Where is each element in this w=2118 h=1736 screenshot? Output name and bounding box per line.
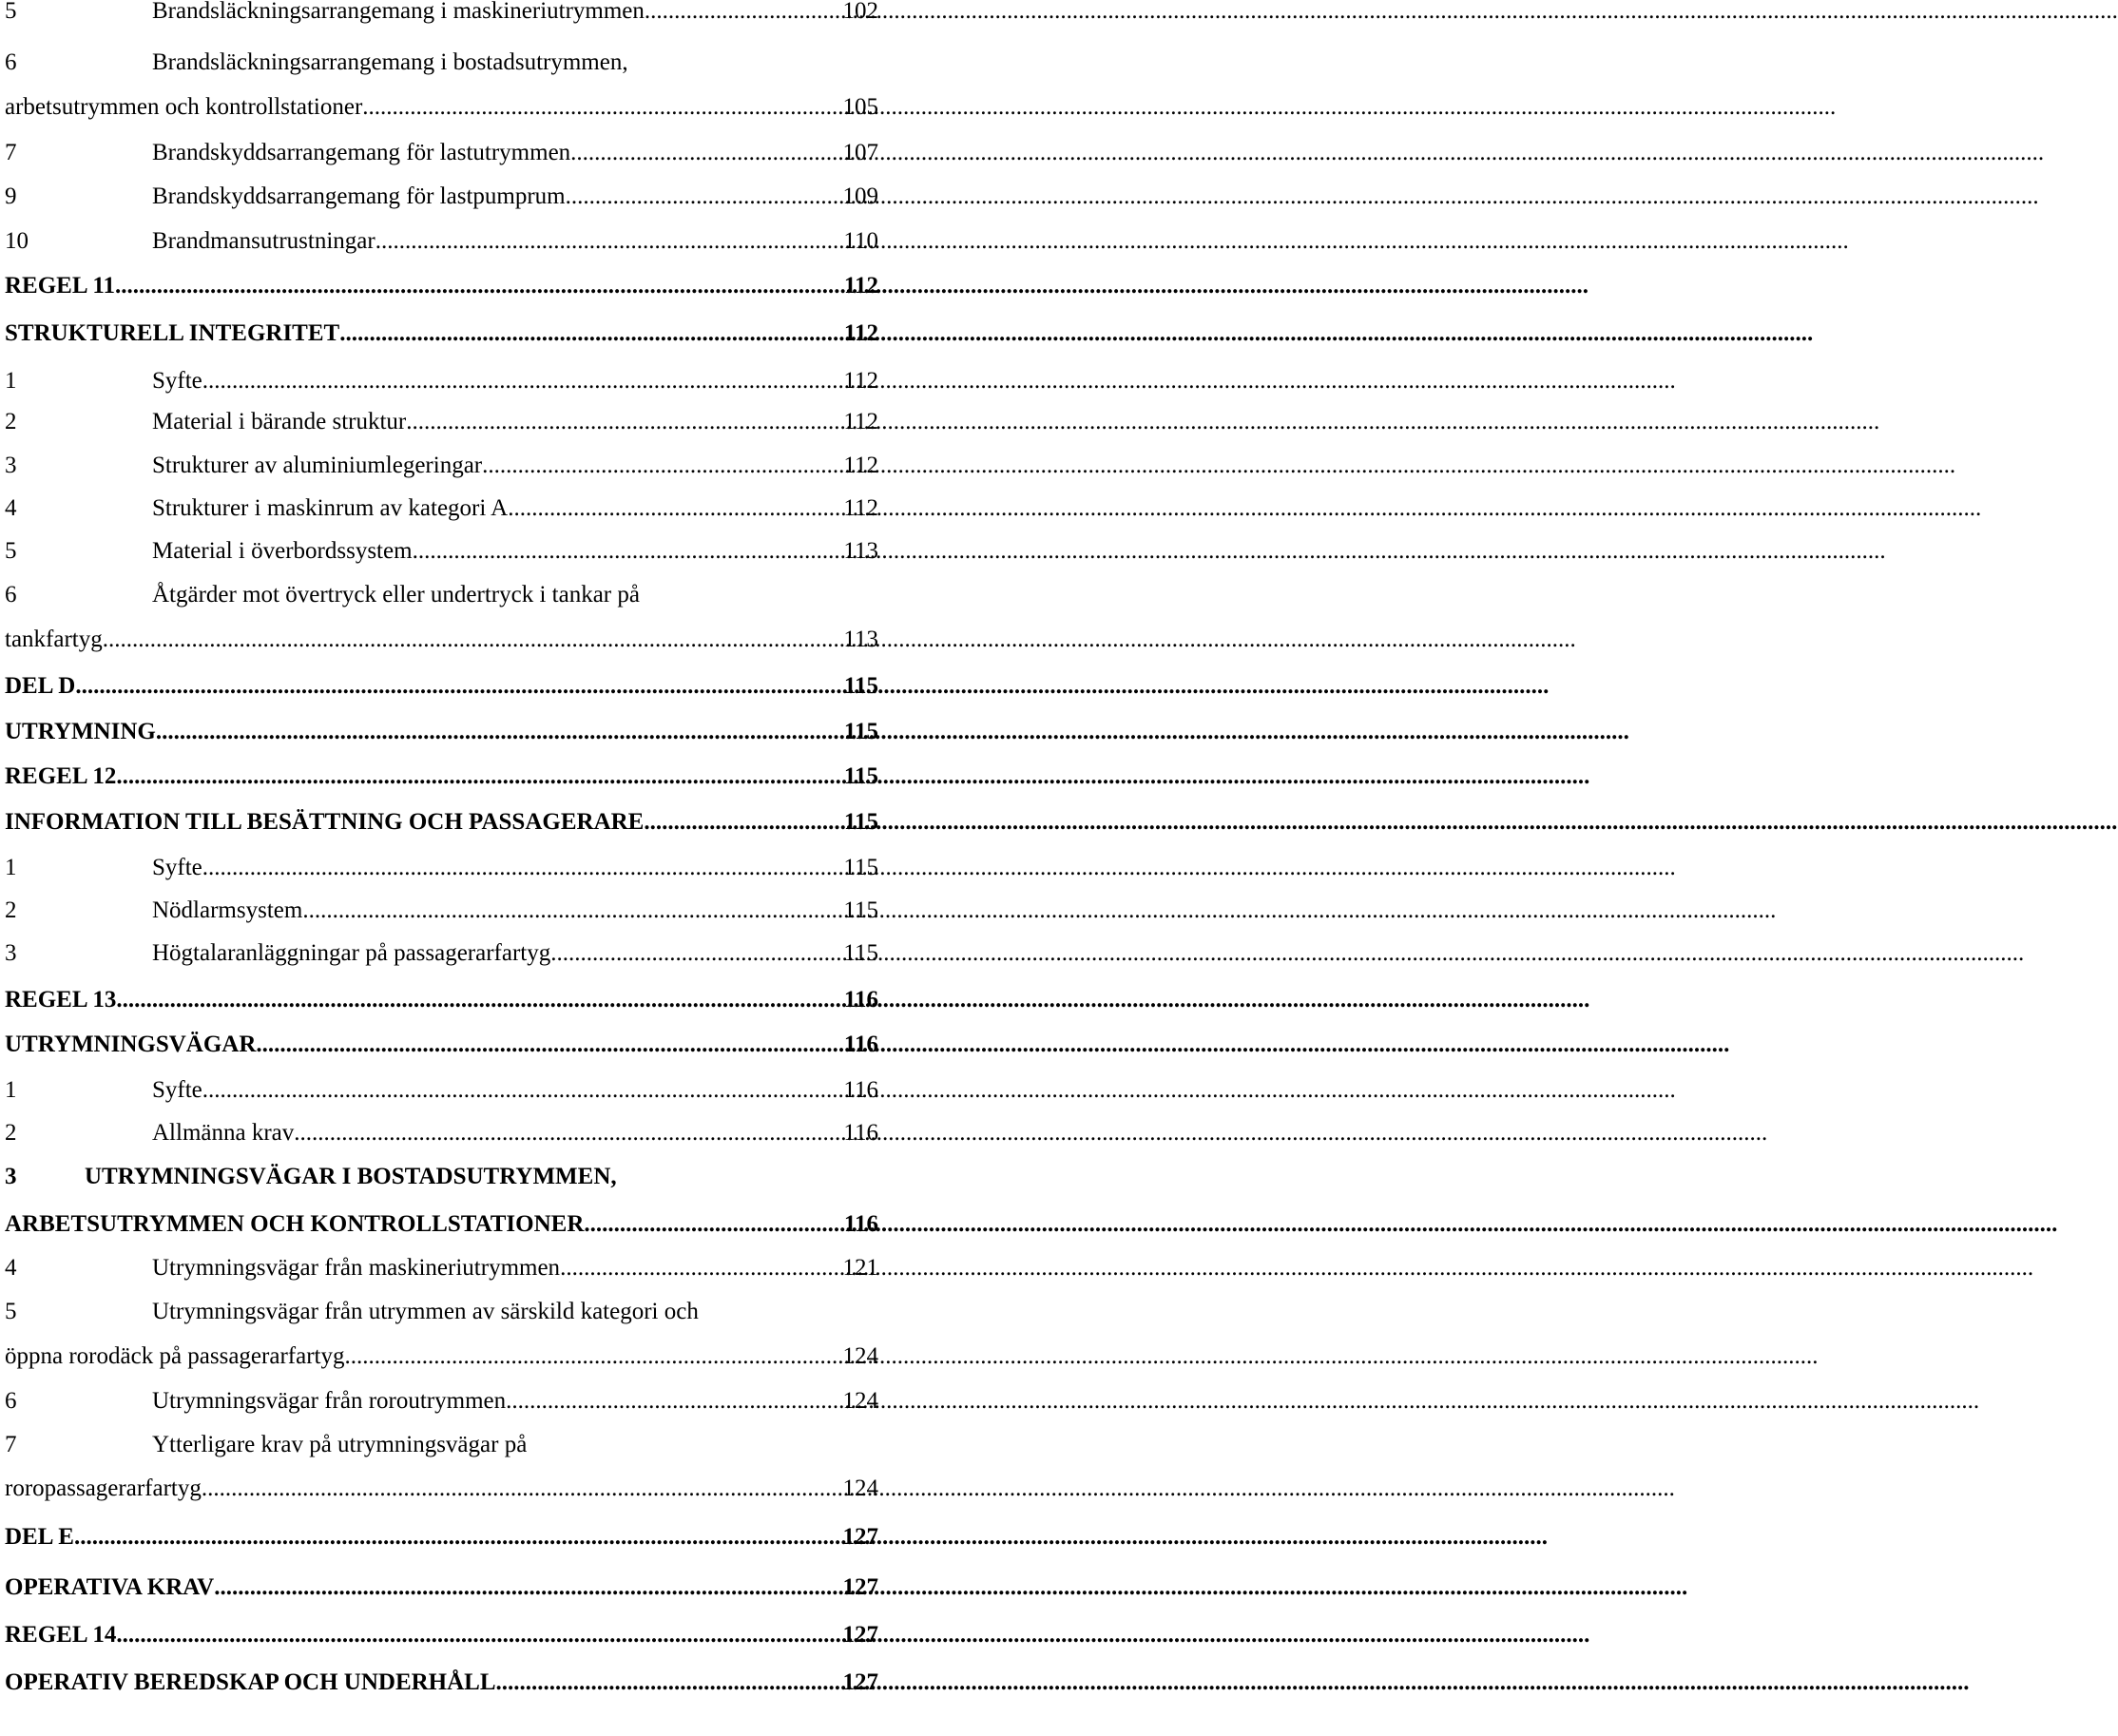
toc-dot-leader — [566, 178, 843, 216]
toc-entry-page-number: 115 — [843, 673, 878, 699]
toc-dot-leader — [202, 362, 844, 400]
toc-entry-number: 4 — [5, 495, 17, 521]
toc-entry-number: 7 — [5, 140, 17, 165]
toc-entry-page-number: 116 — [843, 1032, 878, 1057]
toc-entry — [5, 0, 878, 30]
toc-dot-leader — [115, 267, 844, 305]
toc-entry-number: 5 — [5, 538, 17, 564]
toc-dot-leader — [202, 1470, 843, 1508]
toc-entry-title: Högtalaranläggningar på passagerarfartyg — [152, 940, 551, 966]
toc-entry-page-number: 124 — [842, 1476, 878, 1501]
toc-entry — [5, 1071, 878, 1109]
toc-entry-title: Ytterligare krav på utrymningsvägar på — [152, 1432, 528, 1457]
toc-entry-title: REGEL 13 — [5, 987, 117, 1013]
toc-dot-leader — [413, 532, 844, 570]
toc-entry — [5, 1382, 878, 1420]
toc-entry-title: INFORMATION TILL BESÄTTNING OCH PASSAGERARE — [5, 809, 645, 835]
toc-entry-title: Brandsläckningsarrangemang i bostadsutrymmen, — [152, 49, 628, 75]
toc-entry — [5, 1426, 878, 1464]
toc-entry-number: 10 — [5, 228, 29, 254]
toc-entry-title: UTRYMNINGSVÄGAR — [5, 1032, 257, 1057]
toc-entry — [5, 88, 878, 126]
toc-entry — [5, 1470, 878, 1508]
toc-entry-page-number: 124 — [842, 1343, 878, 1369]
toc-entry-title: Nödlarmsystem — [152, 897, 303, 923]
toc-entry — [5, 1664, 878, 1702]
toc-entry — [5, 1026, 878, 1064]
toc-dot-leader — [156, 713, 844, 751]
toc-entry-page-number: 115 — [843, 940, 878, 966]
toc-entry — [5, 849, 878, 887]
toc-entry-page-number: 127 — [842, 1622, 878, 1648]
toc-entry-number: 2 — [5, 897, 17, 923]
toc-entry-number: 9 — [5, 183, 17, 209]
toc-entry-page-number: 109 — [842, 183, 878, 209]
toc-entry — [5, 892, 878, 930]
toc-entry-title: Syfte — [152, 855, 202, 880]
toc-entry — [5, 621, 878, 659]
toc-entry-page-number: 116 — [843, 1211, 878, 1237]
toc-entry — [5, 576, 878, 614]
toc-entry-title: Utrymningsvägar från utrymmen av särskild kategori och — [152, 1299, 699, 1324]
toc-entry-page-number: 115 — [843, 855, 878, 880]
toc-entry-number: 5 — [5, 0, 17, 24]
toc-entry-page-number: 107 — [842, 140, 878, 165]
toc-entry-title: Material i överbordssystem — [152, 538, 413, 564]
toc-entry — [5, 1569, 878, 1607]
toc-dot-leader — [584, 1206, 843, 1244]
toc-entry-title: STRUKTURELL INTEGRITET — [5, 320, 340, 346]
toc-dot-leader — [496, 1664, 843, 1702]
toc-entry — [5, 490, 878, 528]
toc-entry-title: Syfte — [152, 1077, 202, 1103]
toc-entry — [5, 362, 878, 400]
toc-entry-title: tankfartyg — [5, 627, 103, 652]
toc-entry-page-number: 116 — [843, 1120, 878, 1146]
toc-dot-leader — [644, 803, 844, 841]
toc-entry-page-number: 112 — [843, 368, 878, 394]
toc-entry-title: ARBETSUTRYMMEN OCH KONTROLLSTATIONER — [5, 1211, 585, 1237]
toc-entry-number: 1 — [5, 855, 17, 880]
toc-entry — [5, 532, 878, 570]
toc-entry-title: DEL D — [5, 673, 76, 699]
toc-entry-number: 6 — [5, 1388, 17, 1414]
toc-entry-title: UTRYMNINGSVÄGAR I BOSTADSUTRYMMEN, — [85, 1164, 617, 1189]
toc-entry-page-number: 127 — [842, 1574, 878, 1600]
toc-entry-title: Allmänna krav — [152, 1120, 295, 1146]
toc-entry — [5, 981, 878, 1019]
toc-entry-number: 2 — [5, 409, 17, 434]
toc-entry — [5, 403, 878, 441]
toc-entry-page-number: 116 — [843, 987, 878, 1013]
table-of-contents — [0, 0, 913, 1736]
toc-entry-title: REGEL 12 — [5, 763, 117, 789]
toc-dot-leader — [116, 981, 843, 1019]
toc-entry-title: Brandskyddsarrangemang för lastutrymmen — [152, 140, 571, 165]
toc-entry-title: DEL E — [5, 1524, 74, 1550]
toc-dot-leader — [74, 1518, 843, 1556]
toc-entry-page-number: 124 — [842, 1388, 878, 1414]
toc-entry-page-number: 121 — [842, 1255, 878, 1281]
toc-dot-leader — [202, 849, 844, 887]
toc-entry — [5, 667, 878, 705]
toc-entry-title: Syfte — [152, 368, 202, 394]
toc-entry-title: öppna rorodäck på passagerarfartyg — [5, 1343, 345, 1369]
toc-entry — [5, 1338, 878, 1376]
toc-entry — [5, 803, 878, 841]
toc-dot-leader — [116, 1616, 842, 1654]
toc-entry-page-number: 113 — [843, 538, 878, 564]
toc-entry — [5, 44, 878, 82]
toc-entry-page-number: 110 — [843, 228, 878, 254]
toc-dot-leader — [508, 490, 843, 528]
toc-entry — [5, 1518, 878, 1556]
toc-dot-leader — [103, 621, 844, 659]
toc-entry-title: Strukturer i maskinrum av kategori A — [152, 495, 509, 521]
toc-entry-page-number: 127 — [842, 1669, 878, 1695]
toc-entry-page-number: 115 — [843, 719, 878, 744]
toc-dot-leader — [116, 758, 843, 796]
toc-dot-leader — [339, 315, 844, 353]
toc-entry — [5, 1249, 878, 1287]
toc-entry-number: 6 — [5, 49, 17, 75]
toc-entry-title: OPERATIVA KRAV — [5, 1574, 215, 1600]
toc-entry-number: 6 — [5, 582, 17, 608]
toc-entry-number: 1 — [5, 368, 17, 394]
toc-entry-number: 1 — [5, 1077, 17, 1103]
toc-entry-number: 7 — [5, 1432, 17, 1457]
toc-entry — [5, 1206, 878, 1244]
toc-dot-leader — [302, 892, 843, 930]
toc-entry — [5, 758, 878, 796]
toc-entry-page-number: 113 — [843, 627, 878, 652]
toc-entry-title: Strukturer av aluminiumlegeringar — [152, 453, 483, 478]
toc-entry-page-number: 115 — [843, 763, 878, 789]
toc-entry — [5, 1293, 878, 1331]
toc-dot-leader — [406, 403, 843, 441]
toc-dot-leader — [550, 935, 843, 973]
toc-dot-leader — [75, 667, 844, 705]
toc-entry-title: arbetsutrymmen och kontrollstationer — [5, 94, 363, 120]
toc-entry-page-number: 102 — [842, 0, 878, 24]
toc-entry-page-number: 112 — [843, 495, 878, 521]
toc-entry — [5, 267, 878, 305]
toc-entry-number: 3 — [5, 940, 17, 966]
toc-entry-page-number: 115 — [843, 897, 878, 923]
toc-entry-page-number: 112 — [843, 273, 878, 299]
toc-entry-title: Brandsläckningsarrangemang i maskineriutrymmen — [152, 0, 645, 24]
toc-entry-number: 2 — [5, 1120, 17, 1146]
toc-entry-title: REGEL 14 — [5, 1622, 117, 1648]
toc-dot-leader — [256, 1026, 843, 1064]
toc-dot-leader — [344, 1338, 842, 1376]
toc-entry-page-number: 105 — [842, 94, 878, 120]
toc-entry — [5, 134, 878, 172]
toc-entry-number: 5 — [5, 1299, 17, 1324]
toc-entry — [5, 315, 878, 353]
toc-dot-leader — [482, 447, 843, 485]
toc-entry — [5, 935, 878, 973]
toc-dot-leader — [645, 0, 843, 30]
toc-entry-title: Åtgärder mot övertryck eller undertryck i tankar på — [152, 582, 640, 608]
toc-dot-leader — [570, 134, 842, 172]
toc-entry-page-number: 116 — [843, 1077, 878, 1103]
toc-dot-leader — [202, 1071, 844, 1109]
toc-entry — [5, 222, 878, 260]
toc-entry-page-number: 115 — [843, 809, 878, 835]
toc-entry-page-number: 112 — [843, 320, 878, 346]
toc-entry-title: REGEL 11 — [5, 273, 116, 299]
toc-entry-title: Material i bärande struktur — [152, 409, 407, 434]
toc-dot-leader — [560, 1249, 842, 1287]
toc-entry-number: 4 — [5, 1255, 17, 1281]
toc-dot-leader — [362, 88, 842, 126]
toc-entry-title: Utrymningsvägar från maskineriutrymmen — [152, 1255, 561, 1281]
toc-entry-title: UTRYMNING — [5, 719, 156, 744]
toc-entry-page-number: 112 — [843, 453, 878, 478]
toc-entry — [5, 713, 878, 751]
toc-entry — [5, 447, 878, 485]
toc-entry-title: Brandmansutrustningar — [152, 228, 375, 254]
toc-entry-page-number: 127 — [842, 1524, 878, 1550]
toc-entry-number: 3 — [5, 1164, 17, 1189]
toc-entry-title: OPERATIV BEREDSKAP OCH UNDERHÅLL — [5, 1669, 496, 1695]
toc-dot-leader — [506, 1382, 842, 1420]
toc-dot-leader — [214, 1569, 842, 1607]
toc-entry-title: Brandskyddsarrangemang för lastpumprum — [152, 183, 566, 209]
toc-entry-title: Utrymningsvägar från roroutrymmen — [152, 1388, 507, 1414]
toc-entry-page-number: 112 — [843, 409, 878, 434]
toc-entry — [5, 1114, 878, 1152]
toc-entry-number: 3 — [5, 453, 17, 478]
toc-entry-title: roropassagerarfartyg — [5, 1476, 202, 1501]
toc-entry — [5, 1158, 878, 1196]
toc-dot-leader — [294, 1114, 843, 1152]
toc-dot-leader — [375, 222, 844, 260]
toc-entry — [5, 178, 878, 216]
toc-entry — [5, 1616, 878, 1654]
